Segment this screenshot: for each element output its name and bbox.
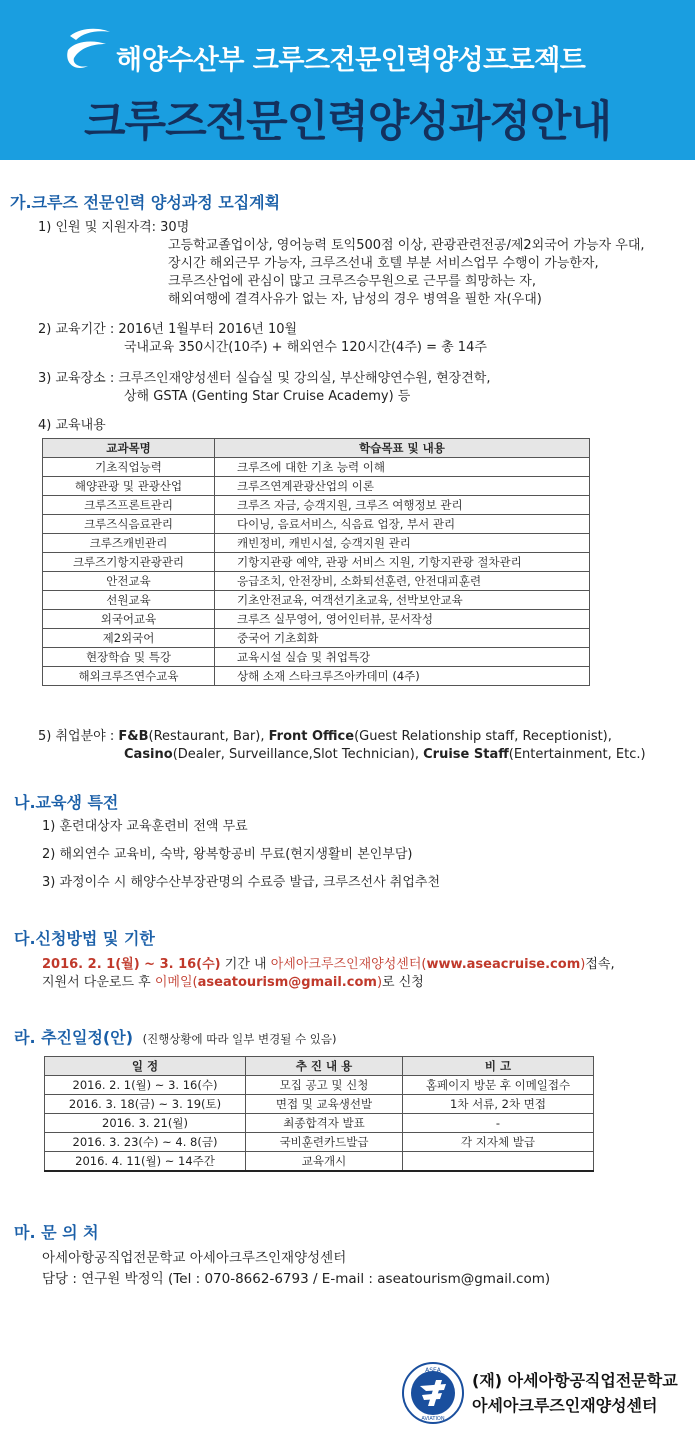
employment-fields-line2 xyxy=(124,746,646,764)
goal-cell: 상해 소재 스타크루즈아카데미 (4주) xyxy=(215,667,590,686)
education-place: 3) 교육장소 : 크루즈인재양성센터 실습실 및 강의실, 부산해양연수원, 현장견학, xyxy=(38,371,491,386)
organization-name: (재) 아세아항공직업전문학교 xyxy=(472,1371,678,1390)
apply-line1 xyxy=(42,956,615,974)
table-row xyxy=(43,496,590,515)
schedule-note-cell: 1차 서류, 2차 면접 xyxy=(403,1095,594,1114)
recruit-qualification-label: 1) 인원 및 지원자격: 30명 xyxy=(38,220,190,235)
goal-cell: 크루즈 실무영어, 영어인터뷰, 문서작성 xyxy=(215,610,590,629)
schedule-date: 2016. 3. 23(수) ~ 4. 8(금) xyxy=(45,1133,246,1152)
schedule-task: 교육개시 xyxy=(246,1152,403,1172)
apply-line2 xyxy=(42,974,424,992)
goal-cell: 기항지관광 예약, 관광 서비스 지원, 기항지관광 절차관리 xyxy=(215,553,590,572)
field-casino: Casino xyxy=(124,747,173,762)
table-row xyxy=(43,534,590,553)
goal-cell: 중국어 기초회화 xyxy=(215,629,590,648)
subject-cell: 크루즈식음료관리 xyxy=(43,515,215,534)
table-header-row xyxy=(45,1057,594,1076)
subject-cell: 크루즈기항지관광관리 xyxy=(43,553,215,572)
email-label: 이메일( xyxy=(154,975,198,990)
field-cruise-staff: Cruise Staff xyxy=(423,747,509,762)
employment-fields-line1 xyxy=(38,728,612,746)
apply-text: 기간 내 xyxy=(220,957,271,972)
table-row xyxy=(43,591,590,610)
schedule-task: 면접 및 교육생선발 xyxy=(246,1095,403,1114)
emblem-bottom-text: AVIATION xyxy=(421,1416,445,1422)
table-row xyxy=(43,629,590,648)
qualification-line: 해외여행에 결격사유가 없는 자, 남성의 경우 병역을 필한 자(우대) xyxy=(168,292,542,307)
section-heading-ra xyxy=(14,1025,336,1048)
apply-text: 지원서 다운로드 후 xyxy=(42,975,155,990)
subject-cell: 외국어교육 xyxy=(43,610,215,629)
table-row xyxy=(43,648,590,667)
subject-cell: 현장학습 및 특강 xyxy=(43,648,215,667)
apply-text: 로 신청 xyxy=(382,975,424,990)
section-heading-da: 다.신청방법 및 기한 xyxy=(14,929,155,948)
schedule-note: (진행상황에 따라 일부 변경될 수 있음) xyxy=(142,1032,337,1046)
subject-cell: 해외크루즈연수교육 xyxy=(43,667,215,686)
table-header-row xyxy=(43,439,590,458)
section-heading-ma: 마. 문 의 처 xyxy=(14,1223,99,1242)
schedule-note-cell: 각 지자체 발급 xyxy=(403,1133,594,1152)
contact-institution: 아세아항공직업전문학교 아세아크루즈인재양성센터 xyxy=(42,1250,347,1266)
curriculum-label: 4) 교육내용 xyxy=(38,418,106,433)
goal-cell: 크루즈연계관광산업의 이론 xyxy=(215,477,590,496)
email-link[interactable]: aseatourism@gmail.com xyxy=(197,975,377,990)
center-name: 아세아크루즈인재양성센터( xyxy=(270,957,427,972)
table-row xyxy=(43,477,590,496)
qualification-line: 장시간 해외근무 가능자, 크루즈선내 호텔 부분 서비스업무 수행이 가능한자, xyxy=(168,256,599,271)
subject-cell: 안전교육 xyxy=(43,572,215,591)
column-header: 일 정 xyxy=(45,1057,246,1076)
asea-aviation-emblem-icon xyxy=(402,1362,464,1424)
schedule-note-cell: 홈페이지 방문 후 이메일접수 xyxy=(403,1076,594,1095)
wave-logo-icon xyxy=(62,26,112,70)
subject-cell: 크루즈프론트관리 xyxy=(43,496,215,515)
column-header: 비 고 xyxy=(403,1057,594,1076)
subject-cell: 기초직업능력 xyxy=(43,458,215,477)
column-header: 교과목명 xyxy=(43,439,215,458)
table-row xyxy=(43,458,590,477)
subject-cell: 선원교육 xyxy=(43,591,215,610)
education-period: 2) 교육기간 : 2016년 1월부터 2016년 10월 xyxy=(38,322,298,337)
field-front-office-detail: (Guest Relationship staff, Receptionist), xyxy=(354,729,612,744)
schedule-heading: 라. 추진일정(안) xyxy=(14,1028,134,1047)
field-front-office: Front Office xyxy=(268,729,355,744)
field-casino-detail: (Dealer, Surveillance,Slot Technician), xyxy=(172,747,419,762)
table-row xyxy=(43,553,590,572)
apply-text: 접속, xyxy=(585,957,615,972)
table-row xyxy=(43,667,590,686)
contact-person: 담당 : 연구원 박정익 (Tel : 070-8662-6793 / E-mail : aseatourism@gmail.com) xyxy=(42,1271,551,1287)
table-row xyxy=(45,1114,594,1133)
benefit-item: 1) 훈련대상자 교육훈련비 전액 무료 xyxy=(42,819,248,834)
table-row xyxy=(43,610,590,629)
field-fnb: F&B xyxy=(118,729,149,744)
benefit-item: 3) 과정이수 시 해양수산부장관명의 수료증 발급, 크루즈선사 취업추천 xyxy=(42,875,441,890)
table-row xyxy=(45,1152,594,1172)
subject-cell: 크루즈캐빈관리 xyxy=(43,534,215,553)
center-name-footer: 아세아크루즈인재양성센터 xyxy=(472,1396,658,1415)
center-url-link[interactable]: www.aseacruise.com xyxy=(426,957,581,972)
schedule-date: 2016. 3. 18(금) ~ 3. 19(토) xyxy=(45,1095,246,1114)
qualification-line: 고등학교졸업이상, 영어능력 토익500점 이상, 관광관련전공/제2외국어 가능자 우대, xyxy=(168,238,645,253)
schedule-note-cell xyxy=(403,1152,594,1172)
table-row xyxy=(45,1095,594,1114)
column-header: 학습목표 및 내용 xyxy=(215,439,590,458)
curriculum-table xyxy=(42,438,590,686)
education-place-overseas: 상해 GSTA (Genting Star Cruise Academy) 등 xyxy=(124,389,411,404)
goal-cell: 다이닝, 음료서비스, 식음료 업장, 부서 관리 xyxy=(215,515,590,534)
schedule-date: 2016. 3. 21(월) xyxy=(45,1114,246,1133)
table-row xyxy=(43,572,590,591)
schedule-date: 2016. 2. 1(월) ~ 3. 16(수) xyxy=(45,1076,246,1095)
goal-cell: 크루즈 자금, 승객지원, 크루즈 여행정보 관리 xyxy=(215,496,590,515)
header-subtitle: 해양수산부 크루즈전문인력양성프로젝트 xyxy=(116,45,586,76)
goal-cell: 교육시설 실습 및 취업특강 xyxy=(215,648,590,667)
subject-cell: 해양관광 및 관광산업 xyxy=(43,477,215,496)
education-hours: 국내교육 350시간(10주) + 해외연수 120시간(4주) = 총 14주 xyxy=(124,340,487,355)
table-row xyxy=(45,1133,594,1152)
page-title: 크루즈전문인력양성과정안내 xyxy=(84,97,611,147)
qualification-line: 크루즈산업에 관심이 많고 크루즈승무원으로 근무를 희망하는 자, xyxy=(168,274,536,289)
schedule-task: 모집 공고 및 신청 xyxy=(246,1076,403,1095)
subject-cell: 제2외국어 xyxy=(43,629,215,648)
schedule-table xyxy=(44,1056,594,1172)
goal-cell: 캐빈정비, 캐빈시설, 승객지원 관리 xyxy=(215,534,590,553)
schedule-task: 국비훈련카드발급 xyxy=(246,1133,403,1152)
section-heading-ga: 가.크루즈 전문인력 양성과정 모집계획 xyxy=(10,193,281,212)
goal-cell: 응급조치, 안전장비, 소화퇴선훈련, 안전대피훈련 xyxy=(215,572,590,591)
field-fnb-detail: (Restaurant, Bar), xyxy=(148,729,265,744)
employment-label: 5) 취업분야 : xyxy=(38,729,115,744)
section-heading-na: 나.교육생 특전 xyxy=(14,793,119,812)
column-header: 추 진 내 용 xyxy=(246,1057,403,1076)
apply-period: 2016. 2. 1(월) ~ 3. 16(수) xyxy=(42,957,221,972)
center-close: ) xyxy=(580,957,586,972)
goal-cell: 크루즈에 대한 기초 능력 이해 xyxy=(215,458,590,477)
email-close: ) xyxy=(376,975,383,990)
schedule-task: 최종합격자 발표 xyxy=(246,1114,403,1133)
table-row xyxy=(45,1076,594,1095)
goal-cell: 기초안전교육, 여객선기초교육, 선박보안교육 xyxy=(215,591,590,610)
emblem-top-text: ASEA xyxy=(425,1367,441,1374)
page-header xyxy=(0,0,695,160)
table-row xyxy=(43,515,590,534)
benefit-item: 2) 해외연수 교육비, 숙박, 왕복항공비 무료(현지생활비 본인부담) xyxy=(42,847,413,862)
schedule-date: 2016. 4. 11(월) ~ 14주간 xyxy=(45,1152,246,1172)
field-cruise-staff-detail: (Entertainment, Etc.) xyxy=(508,747,646,762)
schedule-note-cell: - xyxy=(403,1114,594,1133)
